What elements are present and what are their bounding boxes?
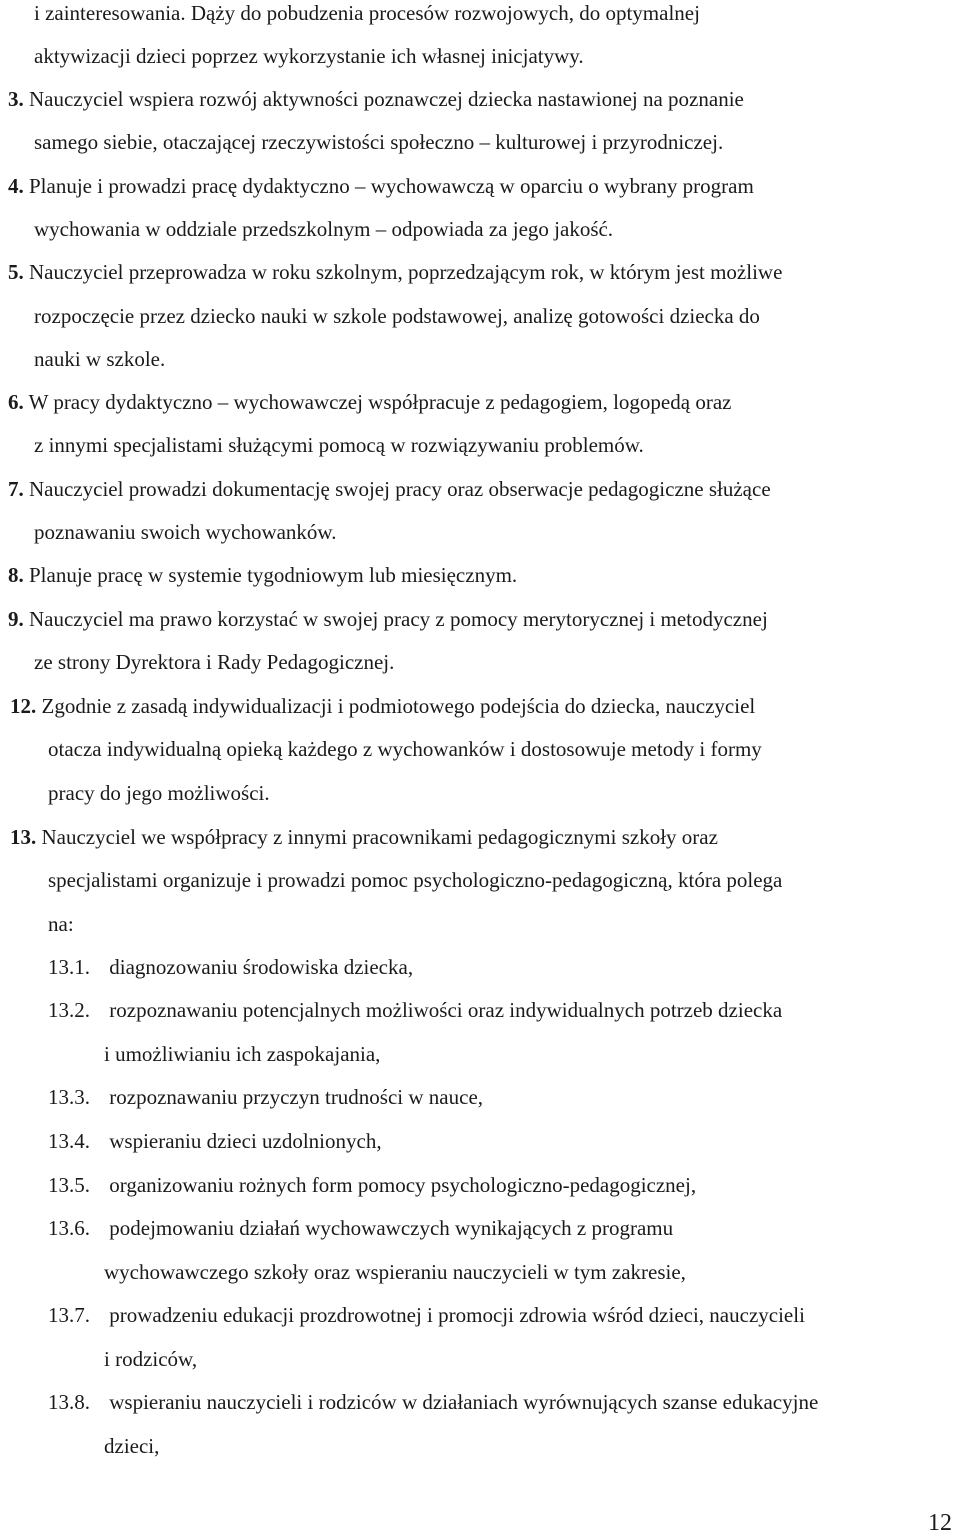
- paragraph-line: ze strony Dyrektora i Rady Pedagogicznej.: [34, 650, 395, 674]
- sub-item-number: 13.7.: [48, 1303, 90, 1327]
- sub-item-number: 13.8.: [48, 1390, 90, 1414]
- item-number: 4.: [8, 174, 24, 198]
- paragraph-line: poznawaniu swoich wychowanków.: [34, 520, 337, 544]
- item-text: Nauczyciel we współpracy z innymi pracownikami pedagogicznymi szkoły oraz: [41, 825, 718, 849]
- list-item-3: [8, 86, 744, 112]
- list-item-8: [8, 562, 517, 588]
- sub-list-item: [48, 1215, 673, 1241]
- paragraph-line: wychowawczego szkoły oraz wspieraniu nauczycieli w tym zakresie,: [104, 1260, 686, 1284]
- list-item-4: [8, 173, 754, 199]
- sub-list-item: [48, 954, 413, 980]
- list-item-6: [8, 389, 731, 415]
- paragraph-line: rozpoczęcie przez dziecko nauki w szkole podstawowej, analizę gotowości dziecka do: [34, 304, 760, 328]
- sub-item-text: podejmowaniu działań wychowawczych wynikających z programu: [109, 1216, 674, 1240]
- item-text: Planuje pracę w systemie tygodniowym lub miesięcznym.: [29, 563, 518, 587]
- sub-item-number: 13.2.: [48, 998, 90, 1022]
- item-number: 5.: [8, 260, 24, 284]
- paragraph-line: nauki w szkole.: [34, 347, 166, 371]
- sub-item-number: 13.1.: [48, 955, 90, 979]
- sub-list-item: [48, 1172, 696, 1198]
- paragraph-line: pracy do jego możliwości.: [48, 781, 270, 805]
- paragraph-line: specjalistami organizuje i prowadzi pomoc psychologiczno-pedagogiczną, która polega: [48, 868, 783, 892]
- sub-item-number: 13.6.: [48, 1216, 90, 1240]
- paragraph-line: i zainteresowania. Dążу do pobudzenia procesów rozwojowych, do optymalnej: [34, 1, 700, 25]
- sub-item-text: diagnozowaniu środowiska dziecka,: [109, 955, 414, 979]
- paragraph-line: z innymi specjalistami służącymi pomocą w rozwiązywaniu problemów.: [34, 433, 644, 457]
- item-text: Nauczyciel prowadzi dokumentację swojej pracy oraz obserwacje pedagogiczne służące: [29, 477, 771, 501]
- item-text: Nauczyciel ma prawo korzystać w swojej pracy z pomocy merytorycznej i metodycznej: [29, 607, 768, 631]
- sub-list-item: [48, 1389, 818, 1415]
- sub-item-text: wspieraniu nauczycieli i rodziców w działaniach wyrównujących szanse edukacyjne: [109, 1390, 819, 1414]
- item-text: Zgodnie z zasadą indywidualizacji i podmiotowego podejścia do dziecka, nauczyciel: [41, 694, 756, 718]
- paragraph-line: na:: [48, 912, 74, 936]
- paragraph-line: samego siebie, otaczającej rzeczywistości społeczno – kulturowej i przyrodniczej.: [34, 130, 724, 154]
- list-item-13: [10, 824, 718, 850]
- sub-list-item: [48, 997, 782, 1023]
- paragraph-line: dzieci,: [104, 1434, 160, 1458]
- sub-list-item: [48, 1128, 382, 1154]
- sub-item-number: 13.3.: [48, 1085, 90, 1109]
- list-item-9: [8, 606, 768, 632]
- sub-list-item: [48, 1084, 483, 1110]
- item-number: 7.: [8, 477, 24, 501]
- item-number: 12.: [10, 694, 37, 718]
- list-item-7: [8, 476, 771, 502]
- item-number: 9.: [8, 607, 24, 631]
- paragraph-line: i umożliwianiu ich zaspokajania,: [104, 1042, 381, 1066]
- sub-item-text: wspieraniu dzieci uzdolnionych,: [109, 1129, 382, 1153]
- item-number: 8.: [8, 563, 24, 587]
- page-number: 12: [928, 1510, 952, 1536]
- item-text: Planuje i prowadzi pracę dydaktyczno – wychowawczą w oparciu o wybrany program: [29, 174, 754, 198]
- item-text: Nauczyciel wspiera rozwój aktywności poznawczej dziecka nastawionej na poznanie: [29, 87, 744, 111]
- sub-item-text: prowadzeniu edukacji prozdrowotnej i promocji zdrowia wśród dzieci, nauczycieli: [109, 1303, 805, 1327]
- sub-item-text: rozpoznawaniu przyczyn trudności w nauce,: [109, 1085, 484, 1109]
- paragraph-line: i rodziców,: [104, 1347, 198, 1371]
- paragraph-line: otacza indywidualną opieką każdego z wychowanków i dostosowuje metody i formy: [48, 737, 762, 761]
- list-item-12: [10, 693, 755, 719]
- item-number: 6.: [8, 390, 24, 414]
- item-text: Nauczyciel przeprowadza w roku szkolnym, poprzedzającym rok, w którym jest możliwe: [29, 260, 783, 284]
- item-number: 3.: [8, 87, 24, 111]
- list-item-5: [8, 259, 782, 285]
- paragraph-line: wychowania w oddziale przedszkolnym – odpowiada za jego jakość.: [34, 217, 614, 241]
- item-text: W pracy dydaktyczno – wychowawczej współpracuje z pedagogiem, logopedą oraz: [28, 390, 732, 414]
- paragraph-line: aktywizacji dzieci poprzez wykorzystanie ich własnej inicjatywy.: [34, 44, 584, 68]
- sub-item-number: 13.5.: [48, 1173, 90, 1197]
- sub-list-item: [48, 1302, 805, 1328]
- sub-item-number: 13.4.: [48, 1129, 90, 1153]
- sub-item-text: rozpoznawaniu potencjalnych możliwości oraz indywidualnych potrzeb dziecka: [109, 998, 783, 1022]
- sub-item-text: organizowaniu rożnych form pomocy psychologiczno-pedagogicznej,: [109, 1173, 697, 1197]
- item-number: 13.: [10, 825, 37, 849]
